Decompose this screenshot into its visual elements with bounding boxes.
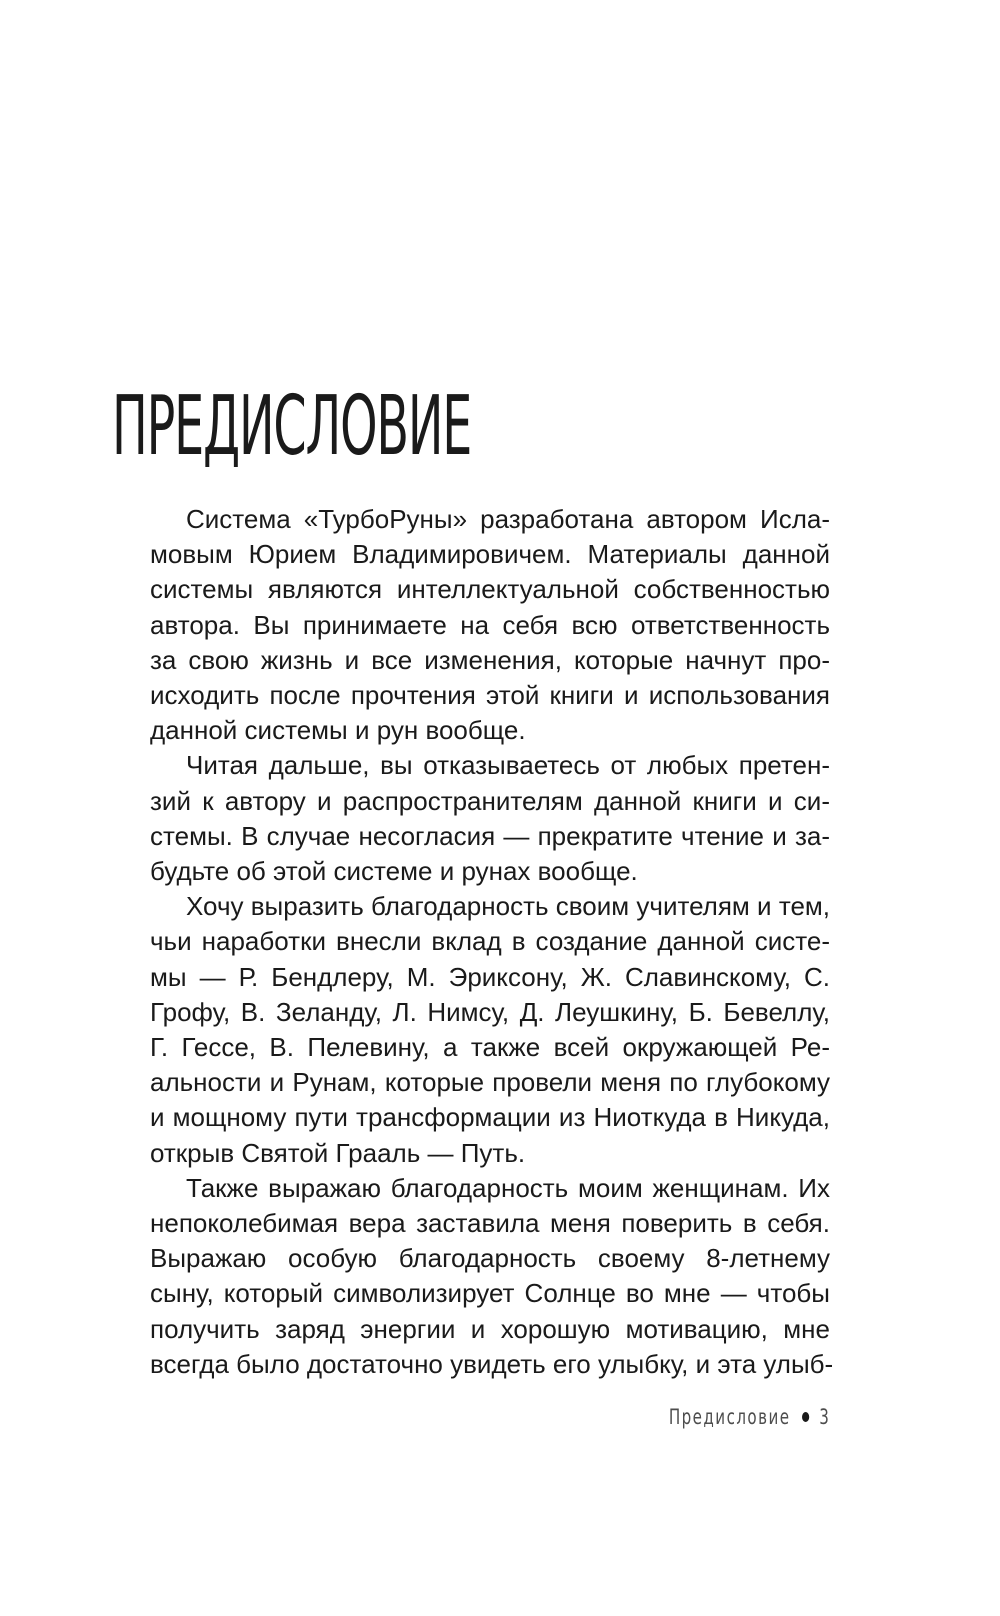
text-line: будьте об этой системе и рунах вообще. bbox=[150, 856, 638, 887]
text-line: стемы. В случае несогласия — прекратите чтение и за- bbox=[150, 820, 830, 851]
page-number: 3 bbox=[818, 1405, 830, 1429]
text-line: чьи наработки внесли вклад в создание данной систе- bbox=[150, 926, 830, 957]
text-line: данной системы и рун вообще. bbox=[150, 715, 526, 746]
chapter-title: ПРЕДИСЛОВИЕ bbox=[112, 379, 472, 474]
paragraph-4 bbox=[114, 1171, 834, 1382]
text-line: Грофу, В. Зеланду, Л. Нимсу, Д. Леушкину, Б. Бевеллу, bbox=[150, 996, 830, 1027]
text-line: и мощному пути трансформации из Ниоткуда в Никуда, bbox=[150, 1102, 830, 1133]
bullet-icon bbox=[802, 1412, 809, 1422]
text-line: Читая дальше, вы отказываетесь от любых претен- bbox=[186, 750, 830, 781]
text-line: Выражаю особую благодарность своему 8-летнему bbox=[150, 1243, 830, 1274]
text-line: всегда было достаточно увидеть его улыбку, и эта улыб- bbox=[150, 1348, 834, 1379]
text-line: мы — Р. Бендлеру, М. Эриксону, Ж. Славинскому, С. bbox=[150, 961, 830, 992]
paragraph-3 bbox=[114, 889, 830, 1171]
text-line: Г. Гессе, В. Пелевину, а также всей окружающей Ре- bbox=[150, 1032, 830, 1063]
text-line: системы являются интеллектуальной собственностью bbox=[150, 574, 830, 605]
text-line: непоколебимая вера заставила меня поверить в себя. bbox=[150, 1208, 830, 1239]
text-line: мовым Юрием Владимировичем. Материалы данной bbox=[150, 539, 830, 570]
text-line: за свою жизнь и все изменения, которые начнут про- bbox=[150, 644, 830, 675]
text-line: Система «ТурбоРуны» разработана автором Исла- bbox=[186, 504, 830, 534]
text-line: зий к автору и распространителям данной книги и си- bbox=[150, 785, 830, 816]
running-footer bbox=[668, 1405, 830, 1429]
text-line: исходить после прочтения этой книги и использования bbox=[150, 680, 830, 711]
text-line: автора. Вы принимаете на себя всю ответственность bbox=[150, 609, 830, 640]
body-text bbox=[114, 502, 834, 1382]
paragraph-2 bbox=[114, 748, 830, 889]
text-line: получить заряд энергии и хорошую мотивацию, мне bbox=[150, 1313, 830, 1344]
text-line: сыну, который символизирует Солнце во мне — чтобы bbox=[150, 1278, 830, 1309]
text-line: Хочу выразить благодарность своим учителям и тем, bbox=[186, 891, 830, 922]
text-line: альности и Рунам, которые провели меня по глубокому bbox=[150, 1067, 830, 1098]
text-line: Также выражаю благодарность моим женщинам. Их bbox=[186, 1172, 830, 1203]
paragraph-1 bbox=[114, 502, 830, 748]
text-line: открыв Святой Грааль — Путь. bbox=[150, 1137, 526, 1168]
footer-section-title: Предисловие bbox=[668, 1405, 791, 1429]
